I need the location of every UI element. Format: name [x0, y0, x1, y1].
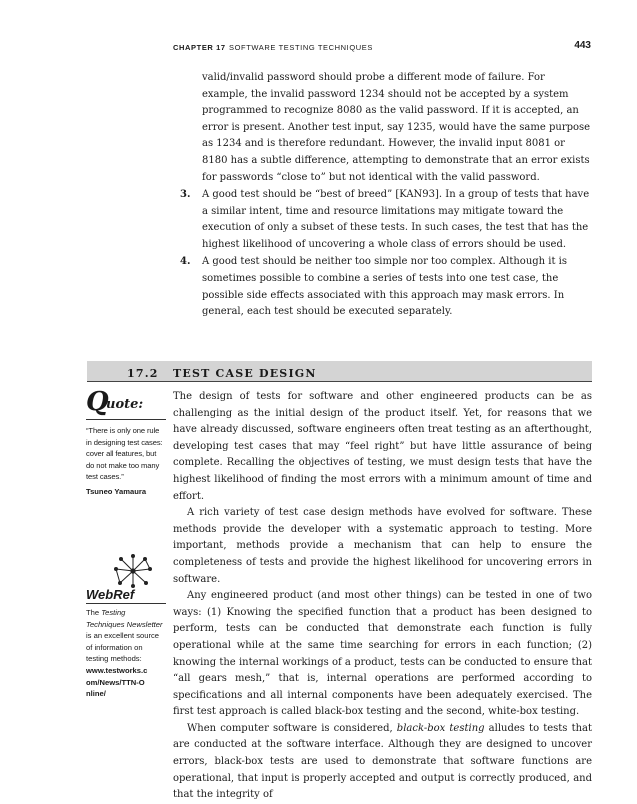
- paragraph: A rich variety of test case design methods have evolved for software. These methods provide the developer with a systematic approach to testing. More important, methods provide a mechanism that can help to ensure the completeness of tests and provide the highest likelihood for uncovering errors in software.: [173, 507, 592, 585]
- webref-sidebar: [86, 553, 166, 700]
- running-head: [173, 40, 591, 54]
- section-body: [173, 389, 592, 804]
- section-title: TEST CASE DESIGN: [173, 367, 317, 380]
- list-item: [173, 254, 592, 320]
- web-network-icon: [112, 553, 154, 589]
- quote-heading-rest: uote:: [106, 397, 144, 412]
- quote-sidebar: [86, 387, 166, 496]
- chapter-label: CHAPTER 17: [173, 43, 226, 52]
- list-item-text: A good test should be “best of breed” [KAN93]. In a group of tests that have a similar intent, time and resource limitations may mitigate toward the execution of only a subset of these tests. In such cases, the test that has the highest likelihood of uncovering a whole class of errors should be used.: [202, 189, 590, 250]
- quote-text: “There is only one rule in designing test cases: cover all features, but do not make too many test cases.”: [86, 426, 163, 482]
- continuation-paragraph: valid/invalid password should probe a different mode of failure. For example, the invalid password 1234 should not be accepted by a system programmed to recognize 8080 as the valid password. If it is accepted, an error is present. Another test input, say 1235, would have the same purpose as 1234 and is therefore redundant. However, the invalid input 8081 or 8180 has a subtle difference, attempting to demonstrate that an error exists for passwords “close to” but not identical with the valid password.: [202, 72, 591, 183]
- paragraph: When computer software is considered, black-box testing alludes to tests that are conducted at the software interface. Although they are designed to uncover errors, black-box tests are used to demonstrate that software functions are operational, that input is properly accepted and output is correctly produced, and that the integrity of: [173, 722, 593, 801]
- chapter-title: SOFTWARE TESTING TECHNIQUES: [229, 43, 373, 52]
- page-number: 443: [574, 40, 591, 51]
- paragraph: Any engineered product (and most other things) can be tested in one of two ways: (1) Knowing the specified function that a product has been designed to perform, tests can be conducted that demonstrate each function is fully operational while at the same time searching for errors in each function; (2) knowing the internal workings of a product, tests can be conducted to ensure that “all gears mesh,” that is, internal operations are performed according to specifications and all internal components have been adequately exercised. The first test approach is called black-box testing and the second, white-box testing.: [173, 590, 592, 718]
- webref-link[interactable]: www.testworks.com/News/TTN-Online/: [86, 665, 148, 699]
- quote-initial: Q: [86, 387, 109, 417]
- list-item-text: A good test should be neither too simple nor too complex. Although it is sometimes possible to combine a series of tests into one test case, the possible side effects associated with this approach may mask errors. In general, each test should be executed separately.: [202, 256, 567, 318]
- webref-description: The Testing Techniques Newsletter is an excellent source of information on testing methods:: [86, 608, 163, 664]
- term-black-box-testing: black-box testing: [396, 722, 485, 734]
- webref-heading: WebRef: [86, 587, 166, 604]
- list-item-number: 4.: [180, 256, 191, 268]
- quote-heading: [86, 387, 166, 420]
- quote-author: Tsuneo Yamaura: [86, 486, 147, 496]
- numbered-list: [173, 187, 592, 321]
- section-number: 17.2: [127, 367, 159, 380]
- list-item-number: 3.: [180, 189, 191, 200]
- list-item: [173, 187, 592, 253]
- paragraph: The design of tests for software and other engineered products can be as challenging as the initial design of the product itself. Yet, for reasons that we have already discussed, software engineers often treat testing as an afterthought, developing test cases that may “feel right” but have little assurance of being complete. Recalling the objectives of testing, we must design tests that have the highest likelihood of finding the most errors with a minimum amount of time and effort.: [173, 391, 592, 502]
- section-heading: [87, 361, 592, 382]
